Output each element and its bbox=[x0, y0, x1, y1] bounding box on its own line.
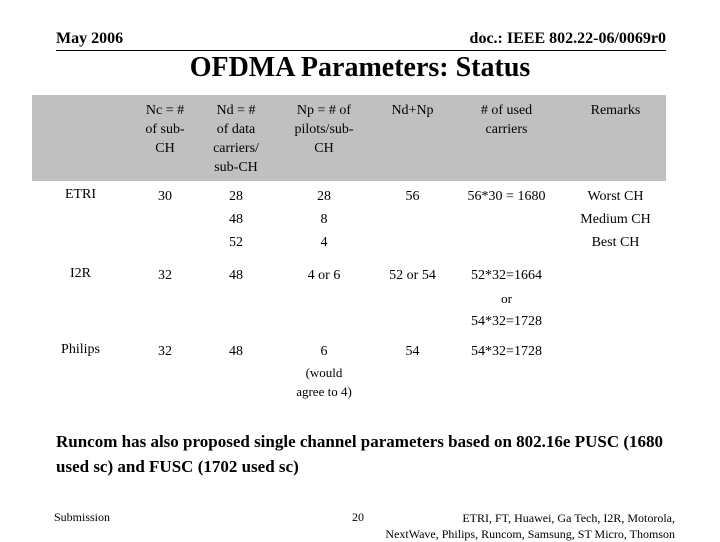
footer-authors bbox=[385, 510, 675, 542]
cell-text: 56*30 = 1680 bbox=[467, 189, 546, 204]
cell-text: (would bbox=[305, 365, 343, 380]
cell-text: 54*32=1728 bbox=[471, 314, 542, 329]
cell-text: 28 bbox=[317, 189, 331, 204]
footer-authors-line: ETRI, FT, Huawei, Ga Tech, I2R, Motorola, bbox=[462, 511, 675, 525]
cell-text: 30 bbox=[158, 189, 172, 204]
header-cell-remarks bbox=[565, 95, 666, 181]
header-cell-nd bbox=[201, 95, 271, 181]
header-cell-nc bbox=[129, 95, 201, 181]
parameters-table bbox=[32, 95, 666, 412]
table-row bbox=[32, 260, 666, 336]
header-text: carriers bbox=[485, 122, 528, 137]
header-cell-org bbox=[32, 95, 129, 181]
org-name: ETRI bbox=[64, 187, 97, 202]
cell-text: Best CH bbox=[591, 235, 640, 250]
remarks-cell bbox=[565, 336, 666, 412]
header-text: # of used bbox=[480, 103, 533, 118]
header-text: Nd = # bbox=[216, 103, 256, 118]
table-header-row bbox=[32, 95, 666, 181]
org-name: Philips bbox=[61, 342, 100, 357]
nd-cell bbox=[201, 336, 271, 412]
remarks-cell bbox=[565, 181, 666, 260]
org-name: I2R bbox=[70, 266, 91, 281]
slide-title: OFDMA Parameters: Status bbox=[189, 52, 531, 83]
header-text: Np = # of bbox=[296, 103, 352, 118]
cell-text: 32 bbox=[158, 344, 172, 359]
cell-text: 4 bbox=[320, 235, 328, 250]
np-cell bbox=[271, 181, 377, 260]
header-text: of data bbox=[216, 122, 256, 137]
cell-text: 48 bbox=[229, 344, 243, 359]
cell-text: Worst CH bbox=[587, 189, 644, 204]
nc-cell bbox=[129, 260, 201, 336]
cell-text: 48 bbox=[229, 212, 243, 227]
cell-text: 8 bbox=[320, 212, 328, 227]
table-row bbox=[32, 336, 666, 412]
cell-text: 52 bbox=[229, 235, 243, 250]
table-row bbox=[32, 181, 666, 260]
header-text: sub-CH bbox=[214, 160, 258, 175]
nd-cell bbox=[201, 260, 271, 336]
cell-text: 48 bbox=[229, 268, 243, 283]
nc-cell bbox=[129, 336, 201, 412]
cell-text: 52 or 54 bbox=[389, 268, 436, 283]
cell-text: 32 bbox=[158, 268, 172, 283]
used-cell bbox=[448, 260, 565, 336]
footer-page-number: 20 bbox=[352, 510, 364, 524]
runcom-note: Runcom has also proposed single channel parameters based on 802.16e PUSC (1680 used sc) and FUSC (1702 used sc) bbox=[56, 432, 664, 476]
remarks-cell bbox=[565, 260, 666, 336]
footer-authors-line: NextWave, Philips, Runcom, Samsung, ST Micro, Thomson bbox=[385, 527, 675, 541]
nc-cell bbox=[129, 181, 201, 260]
header-text: Nc = # bbox=[145, 103, 185, 118]
header-text: CH bbox=[155, 141, 175, 156]
header-text: CH bbox=[314, 141, 334, 156]
used-cell bbox=[448, 181, 565, 260]
header-text: of sub- bbox=[145, 122, 185, 137]
footer-submission: Submission bbox=[54, 510, 111, 524]
org-cell bbox=[32, 260, 129, 336]
cell-text: 54*32=1728 bbox=[471, 344, 542, 359]
cell-text: 52*32=1664 bbox=[471, 268, 542, 283]
ndnp-cell bbox=[377, 260, 448, 336]
np-cell bbox=[271, 260, 377, 336]
header-date: May 2006 bbox=[56, 30, 124, 47]
header-text: pilots/sub- bbox=[294, 122, 354, 137]
cell-text: 4 or 6 bbox=[307, 268, 341, 283]
cell-text: Medium CH bbox=[580, 212, 651, 227]
nd-cell bbox=[201, 181, 271, 260]
header-text: Remarks bbox=[590, 103, 641, 118]
cell-text: 56 bbox=[405, 189, 420, 204]
ndnp-cell bbox=[377, 181, 448, 260]
cell-text: or bbox=[501, 291, 512, 306]
cell-text: agree to 4) bbox=[296, 384, 352, 399]
np-cell bbox=[271, 336, 377, 412]
cell-text: 54 bbox=[405, 344, 420, 359]
org-cell bbox=[32, 181, 129, 260]
header-cell-np bbox=[271, 95, 377, 181]
header-text: carriers/ bbox=[213, 141, 259, 156]
header-cell-ndnp bbox=[377, 95, 448, 181]
header-cell-used bbox=[448, 95, 565, 181]
header-doc-id: doc.: IEEE 802.22-06/0069r0 bbox=[469, 30, 666, 47]
ndnp-cell bbox=[377, 336, 448, 412]
cell-text: 28 bbox=[229, 189, 243, 204]
cell-text: 6 bbox=[320, 344, 328, 359]
header-text: Nd+Np bbox=[391, 103, 434, 118]
used-cell bbox=[448, 336, 565, 412]
org-cell bbox=[32, 336, 129, 412]
